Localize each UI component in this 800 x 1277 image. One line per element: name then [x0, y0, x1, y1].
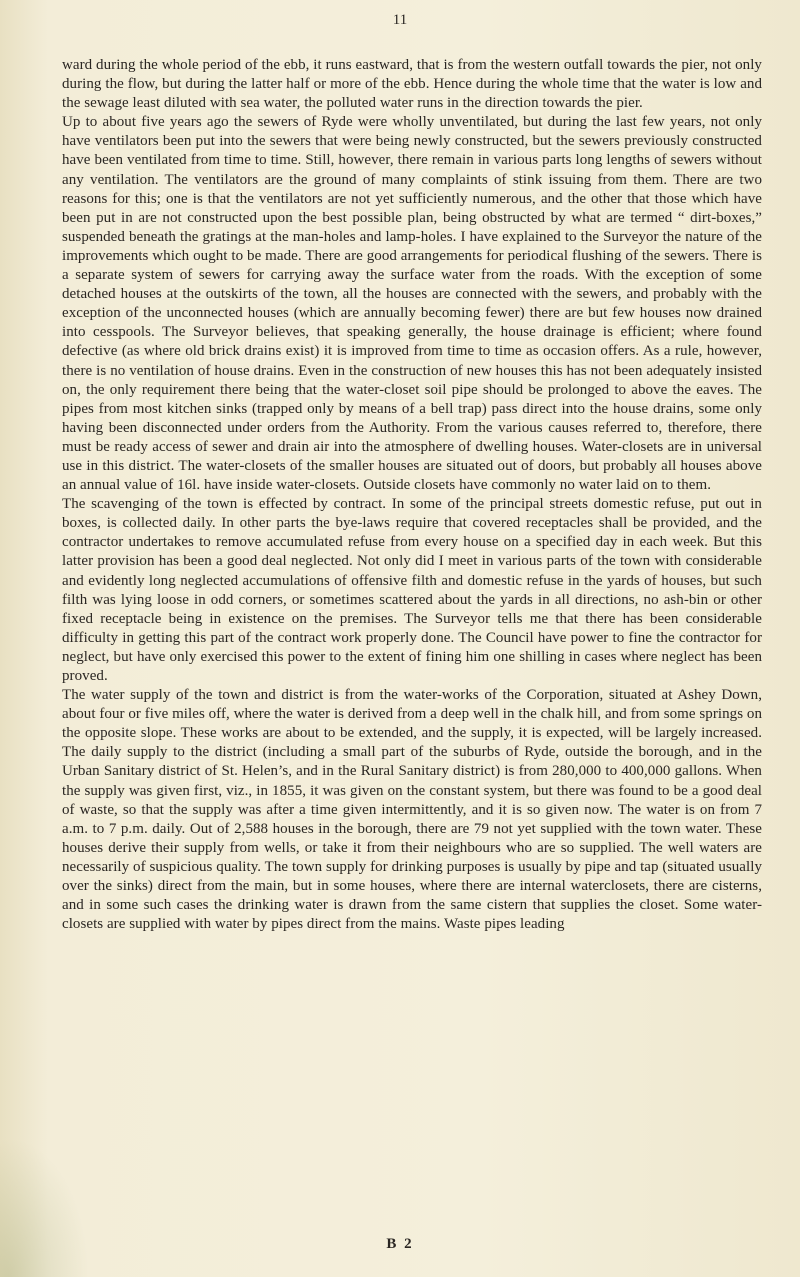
paragraph-sewers: Up to about five years ago the sewers of Ryde were wholly unventilated, but during the last few years, not only have ventilators been put into the sewers that were being newly constructed, but the sewers previously constructed have been ventilated from time to time. Still, however, there remain in various parts long lengths of sewers without any ventilation. The ventilators are the ground of many complaints of stink issuing from them. There are two reasons for this; one is that the ventilators are not yet sufficiently numerous, and the other that those which have been put in are not constructed upon the best possible plan, being obstructed by what are termed “ dirt-boxes,” suspended beneath the gratings at the man-holes and lamp-holes. I have explained to the Surveyor the nature of the improvements which ought to be made. There are good arrangements for periodical flushing of the sewers. There is a separate system of sewers for carrying away the surface water from the roads. With the exception of some detached houses at the outskirts of the town, all the houses are connected with the sewers, and probably with the exception of the unconnected houses (which are annually becoming fewer) there are but few houses now drained into cesspools. The Surveyor believes, that speaking generally, the house drainage is efficient; where found defective (as where old brick drains exist) it is improved from time to time as occasion offers. As a rule, however, there is no ventilation of house drains. Even in the construction of new houses this has not been adequately insisted on, the only requirement there being that the water-closet soil pipe should be prolonged to above the eaves. The pipes from most kitchen sinks (trapped only by means of a bell trap) pass direct into the house drains, some only having been disconnected under orders from the Authority. From the various causes referred to, therefore, there must be ready access of sewer and drain air into the atmosphere of dwelling houses. Water-closets are in universal use in this district. The water-closets of the smaller houses are situated out of doors, but probably all houses above an annual value of 16l. have inside water-closets. Outside closets have commonly no water laid on to them.: [62, 114, 762, 494]
page-number: 11: [392, 12, 408, 28]
printer-signature-mark: B 2: [386, 1236, 414, 1252]
paragraph-water-supply: The water supply of the town and district is from the water-works of the Corporation, situated at Ashey Down, about four or five miles off, where the water is derived from a deep well in the chalk hill, and from some springs on the opposite slope. These works are about to be extended, and the supply, it is expected, will be largely increased. The daily supply to the district (including a small part of the suburbs of Ryde, outside the borough, and in the Urban Sanitary district of St. Helen’s, and in the Rural Sanitary district) is from 280,000 to 400,000 gallons. When the supply was given first, viz., in 1855, it was given on the constant system, but there was found to be a good deal of waste, so that the supply was after a time given intermittently, and it is so given now. The water is on from 7 a.m. to 7 p.m. daily. Out of 2,588 houses in the borough, there are 79 not yet supplied with the town water. These houses derive their supply from wells, or take it from their neighbours who are so supplied. The well waters are necessarily of suspicious quality. The town supply for drinking purposes is usually by pipe and tap (situated usually over the sinks) direct from the main, but in some houses, where there are internal waterclosets, there are cisterns, and in some such cases the drinking water is drawn from the same cistern that supplies the closet. Some water-closets are supplied with water by pipes direct from the mains. Waste pipes leading: [62, 687, 762, 933]
paragraph-scavenging: The scavenging of the town is effected by contract. In some of the principal streets domestic refuse, put out in boxes, is collected daily. In other parts the bye-laws require that covered receptacles shall be provided, and the contractor undertakes to remove accumulated refuse from every house on a specified day in each week. But this latter provision has been a good deal neglected. Not only did I meet in various parts of the town with considerable and evidently long neglected accumulations of offensive filth and domestic refuse in the yards of houses, but such filth was lying loose in odd corners, or sometimes scattered about the yards in all directions, no ash-bin or other fixed receptacle being in existence on the premises. The Surveyor tells me that there has been considerable difficulty in getting this part of the contract work properly done. The Council have power to fine the contractor for neglect, but have only exercised this power to the extent of fining him one shilling in cases where neglect has been proved.: [62, 496, 762, 684]
paragraph-ebb-tide: ward during the whole period of the ebb, it runs eastward, that is from the western outfall towards the pier, not only during the flow, but during the latter half or more of the ebb. Hence during the whole time that the water is low and the sewage least diluted with sea water, the polluted water runs in the direction towards the pier.: [62, 57, 762, 112]
body-text: [62, 56, 762, 934]
paper-stain: [0, 1137, 90, 1277]
